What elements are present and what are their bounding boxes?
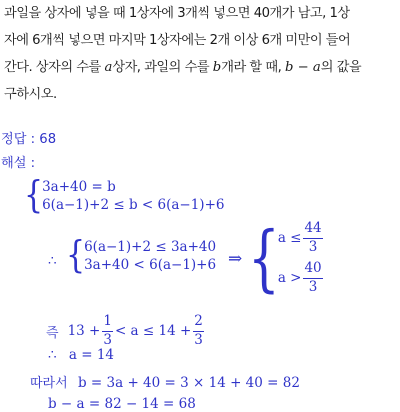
problem-line-3-part-c: 개라 할 때, bbox=[221, 60, 285, 75]
numerator: 44 bbox=[303, 222, 322, 239]
a-value: a = 14 bbox=[68, 347, 115, 363]
expression-b-minus-a: b − a bbox=[284, 60, 321, 75]
variable-a: a bbox=[104, 60, 113, 75]
problem-line-3-part-a: 간다. 상자의 수를 bbox=[4, 60, 105, 75]
fraction-2-3 bbox=[193, 315, 204, 347]
equation-system-2 bbox=[66, 233, 217, 278]
system-2-line-2: 3a+40 < 6(a−1)+6 bbox=[84, 257, 217, 273]
problem-line-3 bbox=[4, 54, 398, 81]
final-result: b − a = 82 − 14 = 68 bbox=[48, 396, 196, 412]
range-prefix: 즉 bbox=[46, 325, 59, 341]
so-label: 따라서 bbox=[30, 376, 68, 391]
left-brace: { bbox=[24, 173, 44, 218]
result-1-lhs: a ≤ bbox=[277, 230, 302, 246]
variable-b: b bbox=[212, 60, 222, 75]
numerator: 40 bbox=[303, 262, 322, 279]
problem-line-1: 과일을 상자에 넣을 때 1상자에 3개씩 넣으면 40개가 남고, 1상 bbox=[4, 6, 350, 21]
system-1-line-2: 6(a−1)+2 ≤ b < 6(a−1)+6 bbox=[42, 197, 225, 213]
problem-line-2: 자에 6개씩 넣으면 마지막 1상자에는 2개 이상 6개 미만이 들어 bbox=[4, 33, 351, 48]
answer-label: 정답 : 68 bbox=[1, 132, 57, 147]
implies-arrow: ⇒ bbox=[228, 249, 243, 269]
numerator: 1 bbox=[102, 315, 113, 332]
solution-label: 해설 : bbox=[1, 156, 36, 171]
denominator: 3 bbox=[308, 278, 318, 295]
problem-line-3-part-d: 의 값을 bbox=[320, 60, 362, 75]
denominator: 3 bbox=[194, 331, 203, 348]
left-brace: { bbox=[248, 215, 280, 301]
b-value-line bbox=[30, 372, 300, 391]
equation-system-1 bbox=[24, 173, 225, 218]
range-part-a: 13 + bbox=[67, 323, 101, 339]
result-system bbox=[248, 215, 325, 301]
range-inequality bbox=[46, 313, 206, 349]
fraction-40-3 bbox=[303, 262, 322, 294]
problem-text bbox=[4, 0, 398, 108]
a-value-line bbox=[48, 347, 114, 363]
b-value: b = 3a + 40 = 3 × 14 + 40 = 82 bbox=[77, 375, 300, 391]
therefore-symbol: ∴ bbox=[48, 347, 57, 363]
denominator: 3 bbox=[103, 331, 112, 348]
system-2-line-1: 6(a−1)+2 ≤ 3a+40 bbox=[84, 239, 217, 255]
fraction-44-3 bbox=[303, 222, 322, 254]
problem-line-4: 구하시오. bbox=[4, 87, 57, 102]
numerator: 2 bbox=[193, 315, 204, 332]
therefore-symbol: ∴ bbox=[48, 253, 57, 269]
left-brace: { bbox=[66, 233, 86, 278]
result-line-1 bbox=[278, 218, 325, 258]
fraction-1-3 bbox=[102, 315, 113, 347]
result-2-lhs: a > bbox=[277, 270, 302, 286]
range-middle: < a ≤ 14 + bbox=[114, 323, 192, 339]
problem-line-3-part-b: 상자, 과일의 수를 bbox=[112, 60, 213, 75]
denominator: 3 bbox=[308, 238, 318, 255]
result-line-2 bbox=[278, 258, 325, 298]
system-1-line-1: 3a+40 = b bbox=[42, 179, 116, 195]
